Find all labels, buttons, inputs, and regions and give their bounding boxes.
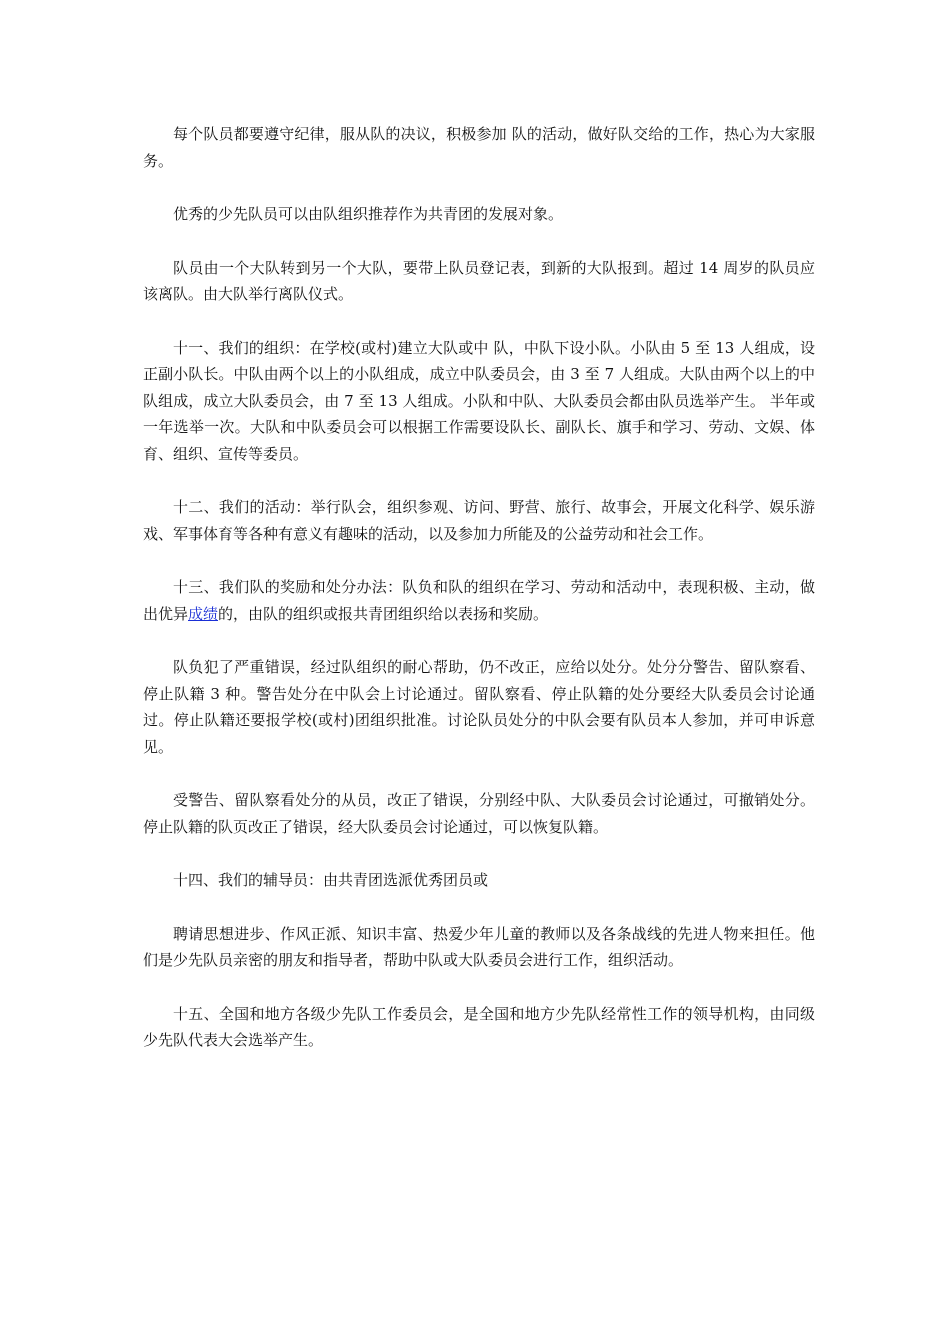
paragraph-activities: 十二、我们的活动：举行队会，组织参观、访问、野营、旅行、故事会，开展文化科学、娱乐游戏、军事体育等各种有意义有趣味的活动，以及参加力所能及的公益劳动和社会工作。 <box>143 498 815 543</box>
paragraph-punishment: 队负犯了严重错误，经过队组织的耐心帮助，仍不改正，应给以处分。处分分警告、留队察看、停止队籍 3 种。警告处分在中队会上讨论通过。留队察看、停止队籍的处分要经大队委员会讨论通过。停止队籍还要报学校(或村)团组织批准。讨论队员处分的中队会要有队员本人参加，并可申诉意见。 <box>143 658 815 756</box>
rewards-text-after: 的，由队的组织或报共青团组织给以表扬和奖励。 <box>218 604 549 623</box>
achievement-link[interactable]: 成绩 <box>188 604 219 623</box>
paragraph-outstanding-members: 优秀的少先队员可以由队组织推荐作为共青团的发展对象。 <box>173 205 564 223</box>
document-body <box>143 121 815 1081</box>
paragraph-discipline: 每个队员都要遵守纪律，服从队的决议，积极参加 队的活动，做好队交给的工作，热心为大家服务。 <box>143 125 815 170</box>
rewards-text-before: 十三、我们队的奖励和处分办法：队负和队的组织在学习、劳动和活动中，表现积极、主动，做出优异 <box>143 578 815 623</box>
paragraph-counselor-duties: 聘请思想进步、作风正派、知识丰富、热爱少年儿童的教师以及各条战线的先进人物来担任。他们是少先队员亲密的朋友和指导者，帮助中队或大队委员会进行工作，组织活动。 <box>143 924 815 969</box>
paragraph-committees: 十五、全国和地方各级少先队工作委员会，是全国和地方少先队经常性工作的领导机构，由同级少先队代表大会选举产生。 <box>143 1004 815 1049</box>
paragraph-rewards <box>143 574 815 627</box>
paragraph-counselors: 十四、我们的辅导员：由共青团选派优秀团员或 <box>173 871 489 889</box>
paragraph-organization: 十一、我们的组织：在学校(或村)建立大队或中 队，中队下设小队。小队由 5 至 13 人组成，设正副小队长。中队由两个以上的小队组成，成立中队委员会，由 3 至 7 人组成。大队由两个以上的中队组成，成立大队委员会，由 7 至 13 人组成。小队和中队、大队委员会都由队员选举产生。 半年或一年选举一次。大队和中队委员会可以根据工作需要设队长、副队长、旗手和学习、劳动、文娱、体育、组织、宣传等委员。 <box>143 338 815 463</box>
paragraph-transfer: 队员由一个大队转到另一个大队，要带上队员登记表，到新的大队报到。超过 14 周岁的队员应该离队。由大队举行离队仪式。 <box>143 258 815 303</box>
paragraph-revocation: 受警告、留队察看处分的从员，改正了错误，分别经中队、大队委员会讨论通过，可撤销处分。停止队籍的队页改正了错误，经大队委员会讨论通过，可以恢复队籍。 <box>143 791 815 836</box>
